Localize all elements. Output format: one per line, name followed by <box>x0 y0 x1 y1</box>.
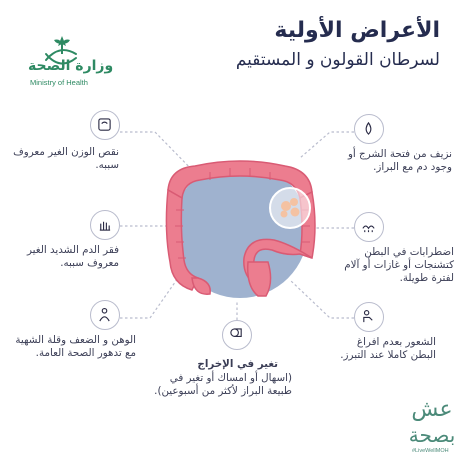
blood-drop-icon <box>361 121 376 136</box>
person-bowel-icon <box>361 309 376 324</box>
brand-hashtag: #LiveWellMOH <box>412 448 449 454</box>
symptom-bottom-text: (اسهال أو امساك أو تغير في طبيعة البراز لأكثر من أسبوعين). <box>154 372 292 397</box>
toilet-paper-icon <box>229 327 244 342</box>
symptom-bottom-title: تغير في الإخراج <box>197 358 278 370</box>
cramp-hands-icon <box>361 219 376 234</box>
moh-logo-arabic: وزارة الصحة <box>28 58 114 74</box>
symptom-left-1-icon-frame <box>90 110 120 140</box>
symptom-right-2-text: اضطرابات في البطن كتشنجات أو غازات أو آلام لفترة طويلة. <box>344 246 454 284</box>
brand-word-top: عش <box>411 397 453 422</box>
symptom-bottom-icon-frame <box>222 320 252 350</box>
colon-illustration <box>150 150 330 300</box>
symptom-left-3-text: الوهن و الضعف وقلة الشهية مع تدهور الصحة العامة. <box>15 334 136 359</box>
symptom-left-2-text: فقر الدم الشديد الغير معروف سببه. <box>26 244 119 269</box>
bloodless-hand-icon <box>97 217 112 232</box>
symptom-left-1-text: نقص الوزن الغير معروف سببه. <box>13 146 119 171</box>
moh-logo-english: Ministry of Health <box>30 78 88 87</box>
page-subtitle: لسرطان القولون و المستقيم <box>235 50 440 70</box>
symptom-right-3-text: الشعور بعدم افراغ البطن كاملا عند التبرز. <box>340 336 436 361</box>
symptom-right-3-icon-frame <box>354 302 384 332</box>
symptom-left-3-icon-frame <box>90 300 120 330</box>
weight-scale-icon <box>97 117 112 132</box>
symptom-right-2-icon-frame <box>354 212 384 242</box>
symptom-left-2-icon-frame <box>90 210 120 240</box>
brand-word-bottom: بصحة <box>408 423 456 447</box>
symptom-right-1-icon-frame <box>354 114 384 144</box>
page-title: الأعراض الأولية <box>274 18 440 43</box>
fatigue-person-icon <box>97 307 112 322</box>
symptom-right-1-text: نزيف من فتحة الشرج أو وجود دم مع البراز. <box>347 148 452 173</box>
live-well-brand-mark <box>402 392 462 448</box>
